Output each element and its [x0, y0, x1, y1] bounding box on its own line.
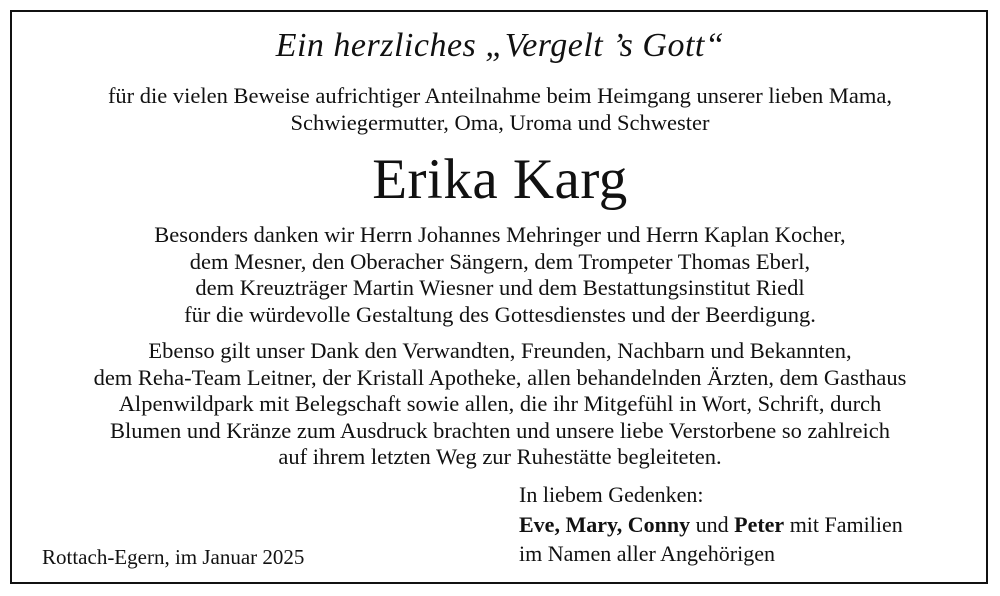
- thanks-line: für die würdevolle Gestaltung des Gottesdienstes und der Beerdigung.: [184, 301, 816, 327]
- thanks-line: dem Mesner, den Oberacher Sängern, dem Trompeter Thomas Eberl,: [189, 248, 811, 274]
- signature-closing: im Namen aller Angehörigen: [519, 541, 775, 566]
- also-line: Blumen und Kränze zum Ausdruck brachten und unsere liebe Verstorbene so zahlreich: [110, 417, 890, 443]
- signature-names-join: und: [690, 511, 735, 537]
- thanks-line: Besonders danken wir Herrn Johannes Mehringer und Herrn Kaplan Kocher,: [154, 222, 846, 247]
- signature-intro: In liebem Gedenken:: [519, 482, 704, 507]
- deceased-name: Erika Karg: [372, 148, 628, 211]
- also-line: Alpenwildpark mit Belegschaft sowie allen, die ihr Mitgefühl in Wort, Schrift, durch: [118, 391, 882, 417]
- also-thanks-paragraph: [0, 338, 1000, 471]
- intro-line: für die vielen Beweise aufrichtiger Anteilnahme beim Heimgang unserer lieben Mama,: [107, 83, 893, 108]
- signature-names-tail: mit Familien: [784, 511, 903, 537]
- signature-names: [519, 510, 903, 540]
- signature-names-bold: Peter: [734, 511, 785, 537]
- intro-line: Schwiegermutter, Oma, Uroma und Schwester: [290, 110, 710, 135]
- thanks-paragraph: [0, 222, 1000, 328]
- also-line: dem Reha-Team Leitner, der Kristall Apotheke, allen behandelnden Ärzten, dem Gasthaus: [93, 364, 907, 390]
- signature-names-bold: Eve, Mary, Conny: [519, 511, 691, 537]
- also-line: auf ihrem letzten Weg zur Ruhestätte begleiteten.: [278, 444, 722, 470]
- thanks-line: dem Kreuzträger Martin Wiesner und dem Bestattungsinstitut Riedl: [195, 275, 805, 301]
- signature-block: [519, 480, 903, 569]
- headline: Ein herzliches „Vergelt ’s Gott“: [275, 27, 725, 64]
- also-line: Ebenso gilt unser Dank den Verwandten, Freunden, Nachbarn und Bekannten,: [148, 338, 852, 363]
- intro-text: [0, 82, 1000, 136]
- place-and-date: Rottach-Egern, im Januar 2025: [42, 545, 305, 569]
